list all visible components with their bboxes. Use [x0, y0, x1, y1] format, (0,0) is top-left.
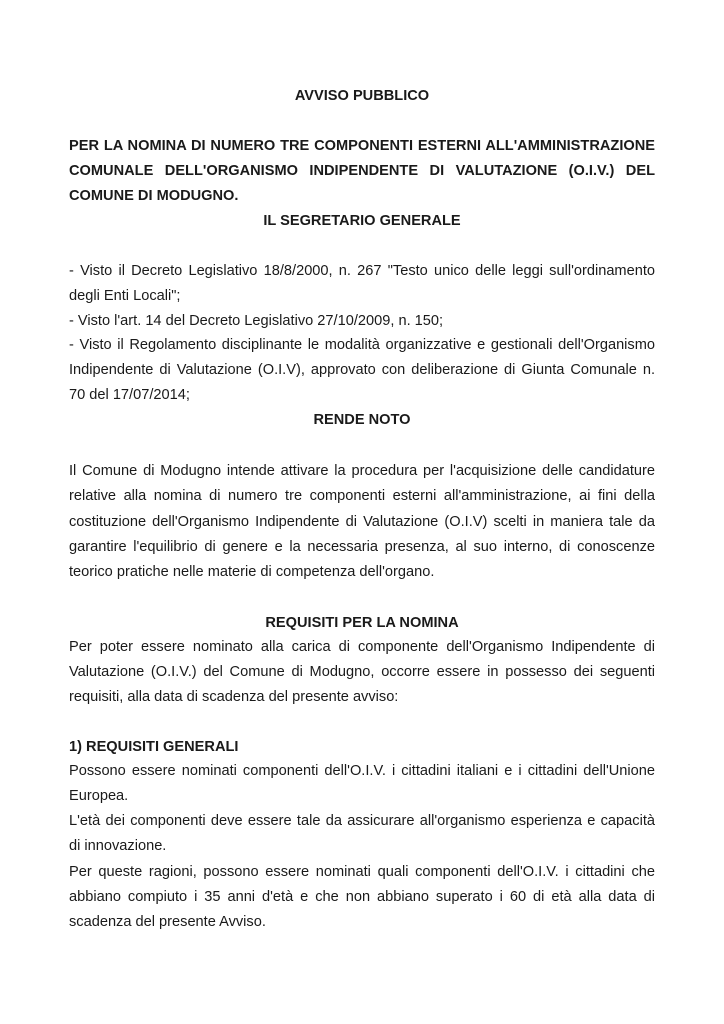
premise-item: - Visto l'art. 14 del Decreto Legislativo 27/10/2009, n. 150; — [69, 312, 444, 329]
section1-paragraph: Possono essere nominati componenti dell'O.I.V. i cittadini italiani e i cittadini dell'Unione Europea. — [69, 762, 655, 805]
requirements-heading: REQUISITI PER LA NOMINA — [265, 614, 459, 631]
rende-noto-heading: RENDE NOTO — [313, 411, 411, 428]
requirements-intro: Per poter essere nominato alla carica di componente dell'Organismo Indipendente di Valutazione (O.I.V.) del Comune di Modugno, occorre essere in possesso dei seguenti requisiti, alla data di scadenza del presente avviso: — [69, 638, 655, 705]
section1-heading: 1) REQUISITI GENERALI — [69, 738, 239, 755]
premise-item: - Visto il Regolamento disciplinante le modalità organizzative e gestionali dell'Organismo Indipendente di Valutazione (O.I.V), approvato con deliberazione di Giunta Comunale n. 70 del 17/07/2014; — [69, 337, 655, 403]
document-page — [69, 84, 655, 935]
section1-paragraph: Per queste ragioni, possono essere nominati quali componenti dell'O.I.V. i cittadini che abbiano compiuto i 35 anni d'età e che non abbiano superato i 60 di età alla data di scadenza del presente Avviso. — [69, 863, 655, 931]
premise-item: - Visto il Decreto Legislativo 18/8/2000, n. 267 "Testo unico delle leggi sull'ordinamento degli Enti Locali"; — [69, 263, 655, 304]
intro-paragraph: Il Comune di Modugno intende attivare la procedura per l'acquisizione delle candidature relative alla nomina di numero tre componenti esterni all'amministrazione, ai fini della costituzione dell'Organismo Indipendente di Valutazione (O.I.V) scelti in maniera tale da garantire l'equilibrio di genere e la necessaria presenza, al suo interno, di conoscenze teorico pratiche nelle materie di competenza dell'organo. — [69, 462, 655, 581]
document-title: AVVISO PUBBLICO — [294, 88, 430, 104]
premises-list — [69, 259, 655, 408]
issuer-heading: IL SEGRETARIO GENERALE — [263, 213, 461, 229]
document-subtitle: PER LA NOMINA DI NUMERO TRE COMPONENTI ESTERNI ALL'AMMINISTRAZIONE COMUNALE DELL'ORGANISMO INDIPENDENTE DI VALUTAZIONE (O.I.V.) DEL COMUNE DI MODUGNO. — [69, 138, 655, 204]
section1-paragraph: L'età dei componenti deve essere tale da assicurare all'organismo esperienza e capacità di innovazione. — [69, 813, 655, 855]
section1-body — [69, 759, 655, 935]
